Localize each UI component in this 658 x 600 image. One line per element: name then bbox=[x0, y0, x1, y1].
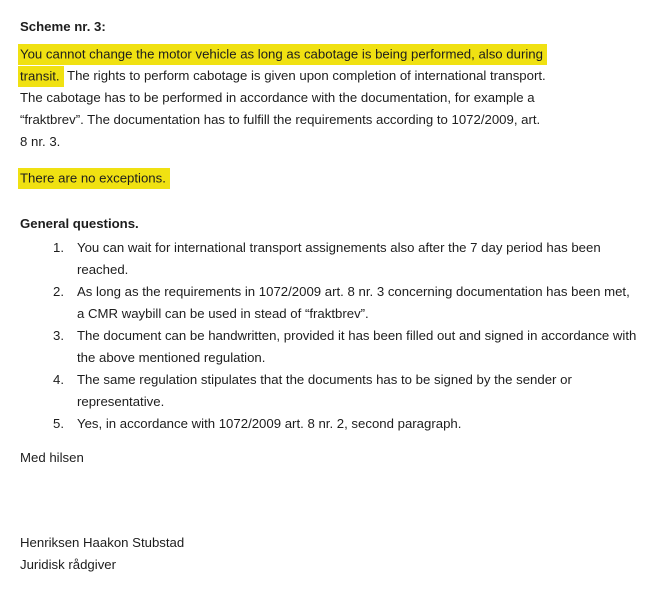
exceptions-highlighted-text: There are no exceptions. bbox=[18, 168, 170, 189]
list-item-number: 3. bbox=[53, 328, 64, 343]
signature-title: Juridisk rådgiver bbox=[20, 557, 117, 572]
list-item-number: 1. bbox=[53, 240, 64, 255]
closing-salutation: Med hilsen bbox=[20, 450, 84, 465]
list-item bbox=[20, 281, 642, 325]
list-item-text: The same regulation stipulates that the documents has to be signed by the sender or representative. bbox=[77, 372, 572, 409]
list-item bbox=[20, 413, 642, 435]
general-questions-heading: General questions. bbox=[20, 216, 139, 231]
list-item-text: The document can be handwritten, provided it has been filled out and signed in accordance with the above mentioned regulation. bbox=[77, 328, 637, 365]
scheme-heading: Scheme nr. 3: bbox=[20, 19, 106, 34]
highlighted-text: You cannot change the motor vehicle as long as cabotage is being performed, also during bbox=[18, 44, 547, 65]
list-item-text: Yes, in accordance with 1072/2009 art. 8 nr. 2, second paragraph. bbox=[77, 416, 462, 431]
paragraph-line: 8 nr. 3. bbox=[20, 134, 61, 149]
list-item-number: 4. bbox=[53, 372, 64, 387]
list-item-text: As long as the requirements in 1072/2009 art. 8 nr. 3 concerning documentation has been met, a CMR waybill can be used in stead of “fraktbrev”. bbox=[77, 284, 630, 321]
paragraph-line bbox=[20, 43, 642, 65]
paragraph-text: The rights to perform cabotage is given upon completion of international transport. bbox=[67, 68, 546, 83]
signature-name: Henriksen Haakon Stubstad bbox=[20, 535, 185, 550]
list-item bbox=[20, 325, 642, 369]
paragraph-line: “fraktbrev”. The documentation has to fulfill the requirements according to 1072/2009, art. bbox=[20, 112, 541, 127]
list-item-number: 5. bbox=[53, 416, 64, 431]
list-item bbox=[20, 369, 642, 413]
paragraph-line: The cabotage has to be performed in accordance with the documentation, for example a bbox=[20, 90, 535, 105]
highlighted-text: transit. bbox=[18, 66, 64, 87]
list-item-number: 2. bbox=[53, 284, 64, 299]
list-item bbox=[20, 237, 642, 281]
answers-list bbox=[20, 237, 642, 435]
list-item-text: You can wait for international transport assignements also after the 7 day period has been reached. bbox=[77, 240, 601, 277]
signature-block bbox=[20, 532, 642, 576]
paragraph-line bbox=[20, 65, 642, 87]
exceptions-line bbox=[20, 167, 642, 189]
scheme-paragraph bbox=[20, 43, 642, 153]
